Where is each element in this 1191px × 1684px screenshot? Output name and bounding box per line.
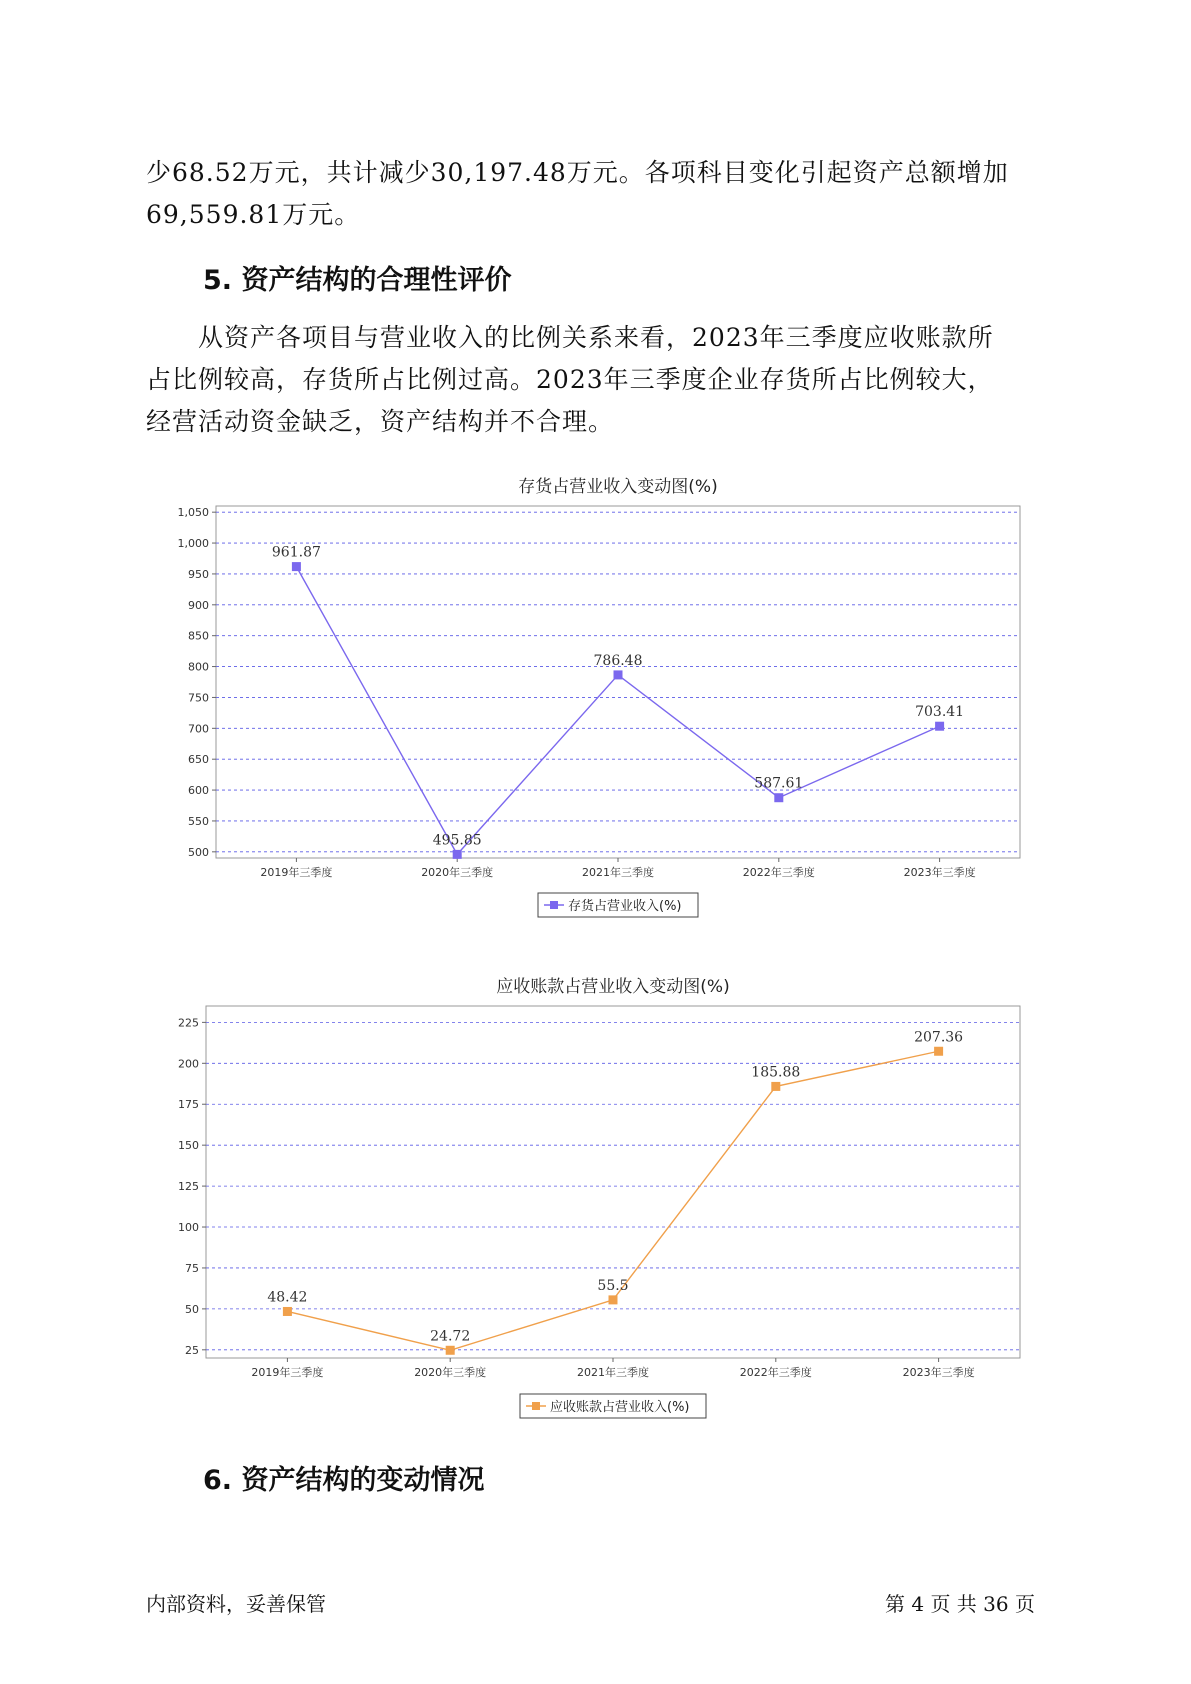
receivables-ratio-chart-svg [0,970,1191,1430]
data-label: 495.85 [432,832,482,849]
paragraph-line: 占比例较高，存货所占比例过高。2023年三季度企业存货所占比例较大， [146,365,994,394]
x-tick-label: 2021年三季度 [577,1366,649,1379]
x-tick-label: 2021年三季度 [582,866,654,879]
chart-title: 应收账款占营业收入变动图(%) [496,977,730,997]
y-tick-label: 225 [178,1016,199,1030]
data-label: 24.72 [430,1328,471,1345]
x-tick-label: 2022年三季度 [742,866,815,879]
y-tick-label: 500 [188,845,209,859]
data-point [614,670,623,679]
data-label: 207.36 [914,1029,964,1046]
data-label: 55.5 [597,1277,629,1294]
paragraph-line: 经营活动资金缺乏，资产结构并不合理。 [146,407,615,436]
paragraph-line: 从资产各项目与营业收入的比例关系来看，2023年三季度应收账款所 [146,323,994,352]
y-tick-label: 1,050 [177,506,209,520]
legend-label: 应收账款占营业收入(%) [550,1400,690,1415]
footer-page-number: 第 4 页 共 36 页 [885,1592,1035,1616]
x-tick-label: 2020年三季度 [421,866,494,879]
x-tick-label: 2022年三季度 [739,1366,812,1379]
section-heading-6: 6. 资产结构的变动情况 [203,1465,485,1496]
data-label: 961.87 [271,544,321,561]
y-tick-label: 550 [188,814,209,828]
data-label: 703.41 [915,704,965,721]
data-label: 185.88 [751,1064,801,1081]
data-point [446,1346,455,1355]
chart-title: 存货占营业收入变动图(%) [518,477,718,497]
y-tick-label: 800 [188,660,209,674]
data-point [934,1047,943,1056]
y-tick-label: 750 [188,691,209,705]
y-tick-label: 950 [188,567,209,581]
y-tick-label: 25 [185,1343,199,1357]
data-point [771,1082,780,1091]
data-label: 786.48 [593,652,643,669]
data-label: 48.42 [267,1289,308,1306]
y-tick-label: 900 [188,598,209,612]
x-tick-label: 2023年三季度 [902,1366,975,1379]
y-tick-label: 850 [188,629,209,643]
data-point [453,850,462,859]
y-tick-label: 650 [188,753,209,767]
data-label: 587.61 [754,775,804,792]
plot-area [216,506,1020,858]
y-tick-label: 200 [178,1057,199,1071]
paragraph-line: 少68.52万元，共计减少30,197.48万元。各项科目变化引起资产总额增加 [146,158,1009,187]
y-tick-label: 100 [178,1221,199,1235]
paragraph-line: 69,559.81万元。 [146,200,361,229]
y-tick-label: 50 [185,1302,199,1316]
y-tick-label: 75 [185,1261,199,1275]
plot-area [206,1006,1020,1358]
data-point [609,1295,618,1304]
y-tick-label: 1,000 [177,537,209,551]
y-tick-label: 175 [178,1098,199,1112]
data-point [774,793,783,802]
section-heading-5: 5. 资产结构的合理性评价 [203,265,512,296]
legend-marker [550,901,558,909]
x-tick-label: 2019年三季度 [251,1366,324,1379]
x-tick-label: 2019年三季度 [260,866,333,879]
legend-marker [532,1402,540,1410]
y-tick-label: 600 [188,784,209,798]
inventory-ratio-chart [0,470,1191,930]
x-tick-label: 2020年三季度 [414,1366,487,1379]
data-point [935,722,944,731]
receivables-ratio-chart [0,970,1191,1430]
legend-label: 存货占营业收入(%) [568,899,682,914]
data-point [283,1307,292,1316]
footer-left: 内部资料，妥善保管 [146,1592,326,1616]
y-tick-label: 125 [178,1180,199,1194]
y-tick-label: 700 [188,722,209,736]
inventory-ratio-chart-svg [0,470,1191,930]
data-point [292,562,301,571]
x-tick-label: 2023年三季度 [903,866,976,879]
y-tick-label: 150 [178,1139,199,1153]
